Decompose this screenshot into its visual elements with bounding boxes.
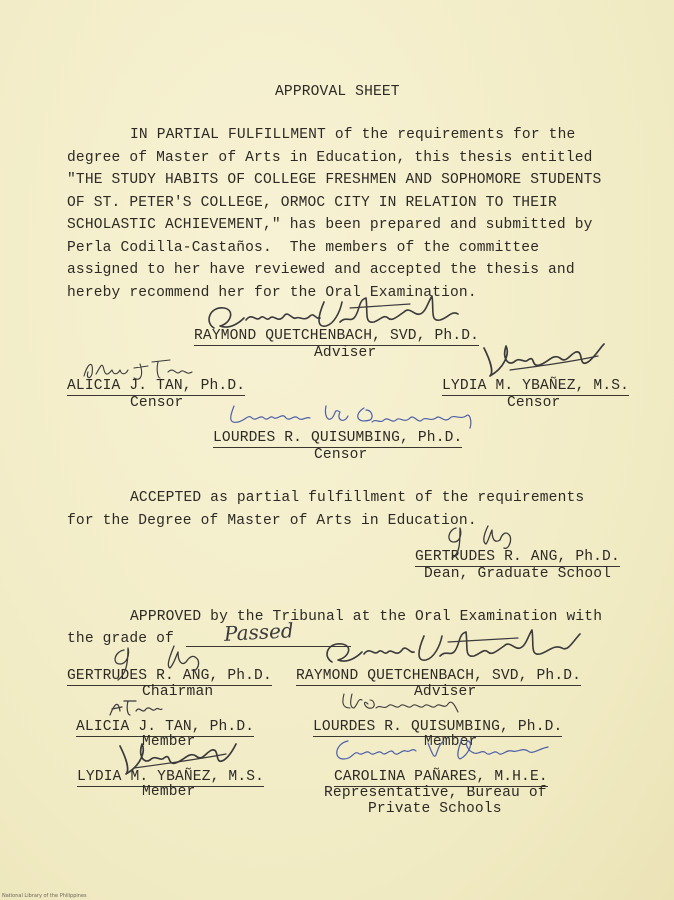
signature-quisumbing: [224, 400, 484, 430]
paragraph1-line: degree of Master of Arts in Education, this thesis entitled: [67, 150, 593, 166]
dean-role: Dean, Graduate School: [424, 566, 612, 582]
grade-underline: [186, 646, 351, 647]
tribunal-adviser-name: RAYMOND QUETCHENBACH, SVD, Ph.D.: [296, 668, 582, 684]
censor2-name: LYDIA M. YBAÑEZ, M.S.: [442, 378, 630, 394]
paragraph1-line: Perla Codilla-Castaños. The members of the committee: [67, 240, 540, 256]
paragraph1-line: assigned to her have reviewed and accepted the thesis and: [67, 262, 575, 278]
paragraph3-prefix: the grade of: [67, 631, 174, 647]
adviser-role: Adviser: [314, 345, 377, 361]
member1-role: Member: [142, 734, 196, 750]
paragraph2-line: for the Degree of Master of Arts in Education.: [67, 513, 477, 529]
member2-name: LOURDES R. QUISUMBING, Ph.D.: [313, 719, 563, 735]
representative-name: CAROLINA PAÑARES, M.H.E.: [334, 769, 548, 785]
paragraph2-line: ACCEPTED as partial fulfillment of the requirements: [130, 490, 585, 506]
paragraph1-line: OF ST. PETER'S COLLEGE, ORMOC CITY IN RELATION TO THEIR: [67, 195, 557, 211]
adviser-name: RAYMOND QUETCHENBACH, SVD, Ph.D.: [194, 328, 480, 344]
member3-name: LYDIA M. YBAÑEZ, M.S.: [77, 769, 265, 785]
paragraph1-line: "THE STUDY HABITS OF COLLEGE FRESHMEN AND SOPHOMORE STUDENTS: [67, 172, 602, 188]
tribunal-adviser-role: Adviser: [414, 684, 477, 700]
member3-role: Member: [142, 784, 196, 800]
censor3-role: Censor: [314, 447, 368, 463]
page-title: APPROVAL SHEET: [275, 84, 400, 100]
paragraph1-line: hereby recommend her for the Oral Examination.: [67, 285, 477, 301]
representative-role-line1: Representative, Bureau of: [324, 785, 547, 801]
representative-role-line2: Private Schools: [368, 801, 502, 817]
paragraph1-line: IN PARTIAL FULFILLMENT of the requirements for the: [130, 127, 576, 143]
archive-footer: National Library of the Philippines: [2, 893, 87, 899]
member2-role: Member: [424, 734, 478, 750]
paragraph3-line: APPROVED by the Tribunal at the Oral Examination with: [130, 609, 603, 625]
censor1-role: Censor: [130, 395, 184, 411]
member1-name: ALICIA J. TAN, Ph.D.: [76, 719, 255, 735]
paragraph1-line: SCHOLASTIC ACHIEVEMENT," has been prepared and submitted by: [67, 217, 593, 233]
grade-handwritten: Passed: [223, 618, 295, 646]
chairman-name: GERTRUDES R. ANG, Ph.D.: [67, 668, 272, 684]
censor1-name: ALICIA J. TAN, Ph.D.: [67, 378, 246, 394]
chairman-role: Chairman: [142, 684, 214, 700]
censor3-name: LOURDES R. QUISUMBING, Ph.D.: [213, 430, 463, 446]
censor2-role: Censor: [507, 395, 561, 411]
dean-name: GERTRUDES R. ANG, Ph.D.: [415, 549, 620, 565]
